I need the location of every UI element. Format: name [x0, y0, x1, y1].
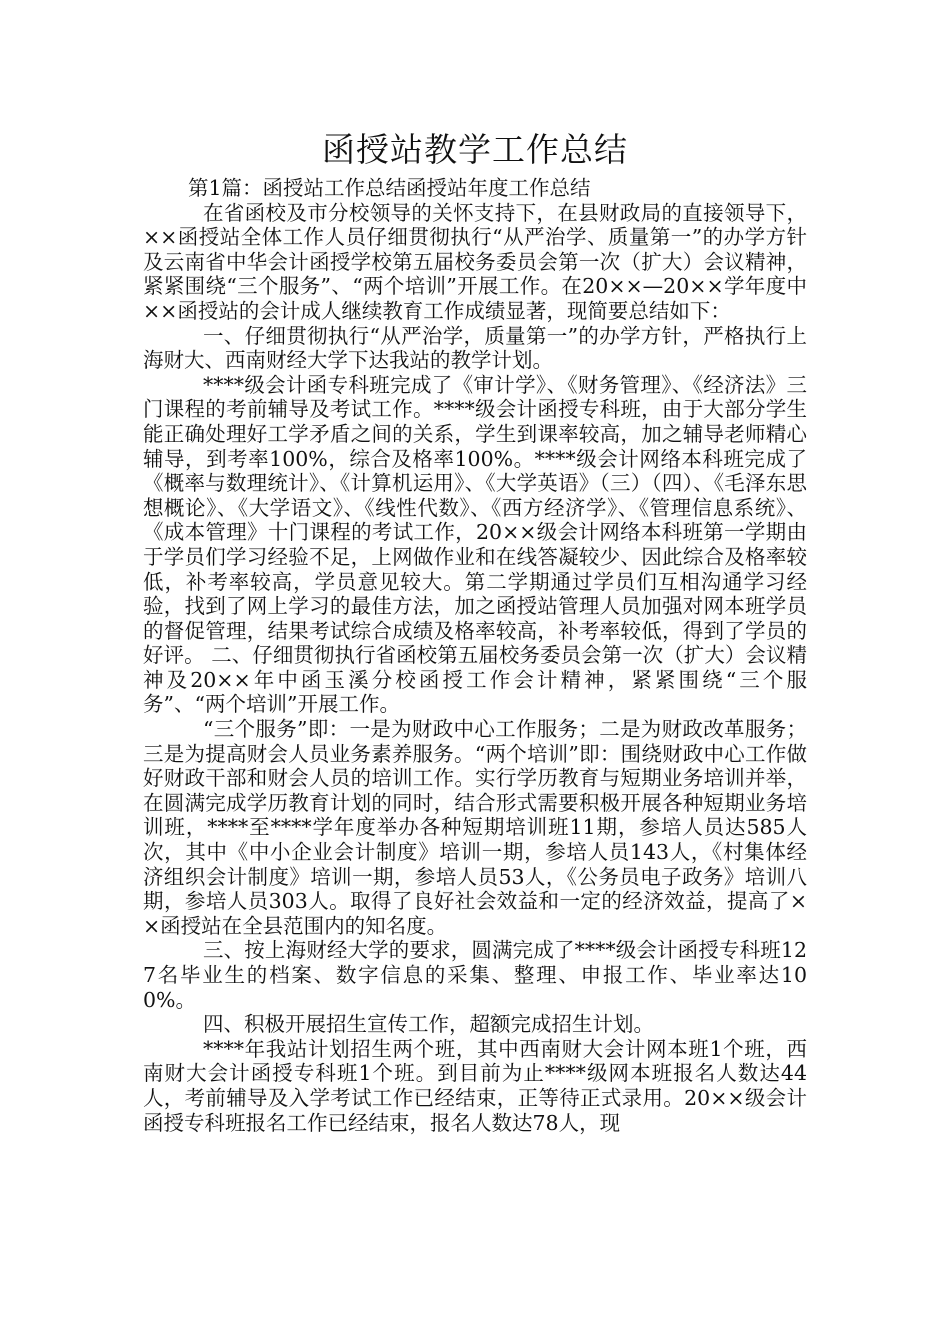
body-paragraph: 三、按上海财经大学的要求，圆满完成了****级会计函授专科班127名毕业生的档案、数字信息的采集、整理、申报工作、毕业率达100%。 [143, 938, 807, 1012]
body-paragraph: 一、仔细贯彻执行“从严治学，质量第一”的办学方针，严格执行上海财大、西南财经大学下达我站的教学计划。 [143, 323, 807, 373]
body-paragraph: 四、积极开展招生宣传工作，超额完成招生计划。 [203, 1012, 654, 1037]
body-paragraph: ****级会计函专科班完成了《审计学》、《财务管理》、《经济法》三门课程的考前辅导及考试工作。****级会计函授专科班，由于大部分学生能正确处理好工学矛盾之间的关系，学生到课率较高，加之辅导老师精心辅导，到考率100%，综合及格率100%。****级会计网络本科班完成了《概率与数理统计》、《计算机运用》、《大学英语》（三）（四）、《毛泽东思想概论》、《大学语文》、《线性代数》、《西方经济学》、《管理信息系统》、《成本管理》十门课程的考试工作，20××级会计网络本科班第一学期由于学员们学习经验不足，上网做作业和在线答凝较少、因此综合及格率较低，补考率较高，学员意见较大。第二学期通过学员们互相沟通学习经验，找到了网上学习的最佳方法，加之函授站管理人员加强对网本班学员的督促管理，结果考试综合成绩及格率较高，补考率较低，得到了学员的好评。 二、仔细贯彻执行省函校第五届校务委员会第一次（扩大）会议精神及20××年中函玉溪分校函授工作会计精神，紧紧围绕“三个服务”、“两个培训”开展工作。 [143, 372, 807, 717]
body-paragraph: “三个服务”即：一是为财政中心工作服务；二是为财政改革服务；三是为提高财会人员业务素养服务。“两个培训”即：围绕财政中心工作做好财政干部和财会人员的培训工作。实行学历教育与短期业务培训并举，在圆满完成学历教育计划的同时，结合形式需要积极开展各种短期业务培训班，****至****学年度举办各种短期培训班11期，参培人员达585人次，其中《中小企业会计制度》培训一期，参培人员143人，《村集体经济组织会计制度》培训一期，参培人员53人，《公务员电子政务》培训八期，参培人员303人。取得了良好社会效益和一定的经济效益，提高了××函授站在全县范围内的知名度。 [143, 717, 807, 938]
body-paragraph: 在省函校及市分校领导的关怀支持下，在县财政局的直接领导下，××函授站全体工作人员仔细贯彻执行“从严治学、质量第一”的办学方针及云南省中华会计函授学校第五届校务委员会第一次（扩大）会议精神，紧紧围绕“三个服务”、“两个培训”开展工作。在20××—20××学年度中××函授站的会计成人继续教育工作成绩显著，现简要总结如下： [143, 200, 807, 323]
document-title: 函授站教学工作总结 [322, 130, 628, 169]
document-body [143, 176, 807, 1135]
body-paragraph: ****年我站计划招生两个班，其中西南财大会计网本班1个班，西南财大会计函授专科班1个班。到目前为止****级网本班报名人数达44人，考前辅导及入学考试工作已经结束，正等待正式录用。20××级会计函授专科班报名工作已经结束，报名人数达78人，现 [143, 1036, 807, 1135]
chapter-heading: 第1篇：函授站工作总结函授站年度工作总结 [188, 176, 591, 200]
